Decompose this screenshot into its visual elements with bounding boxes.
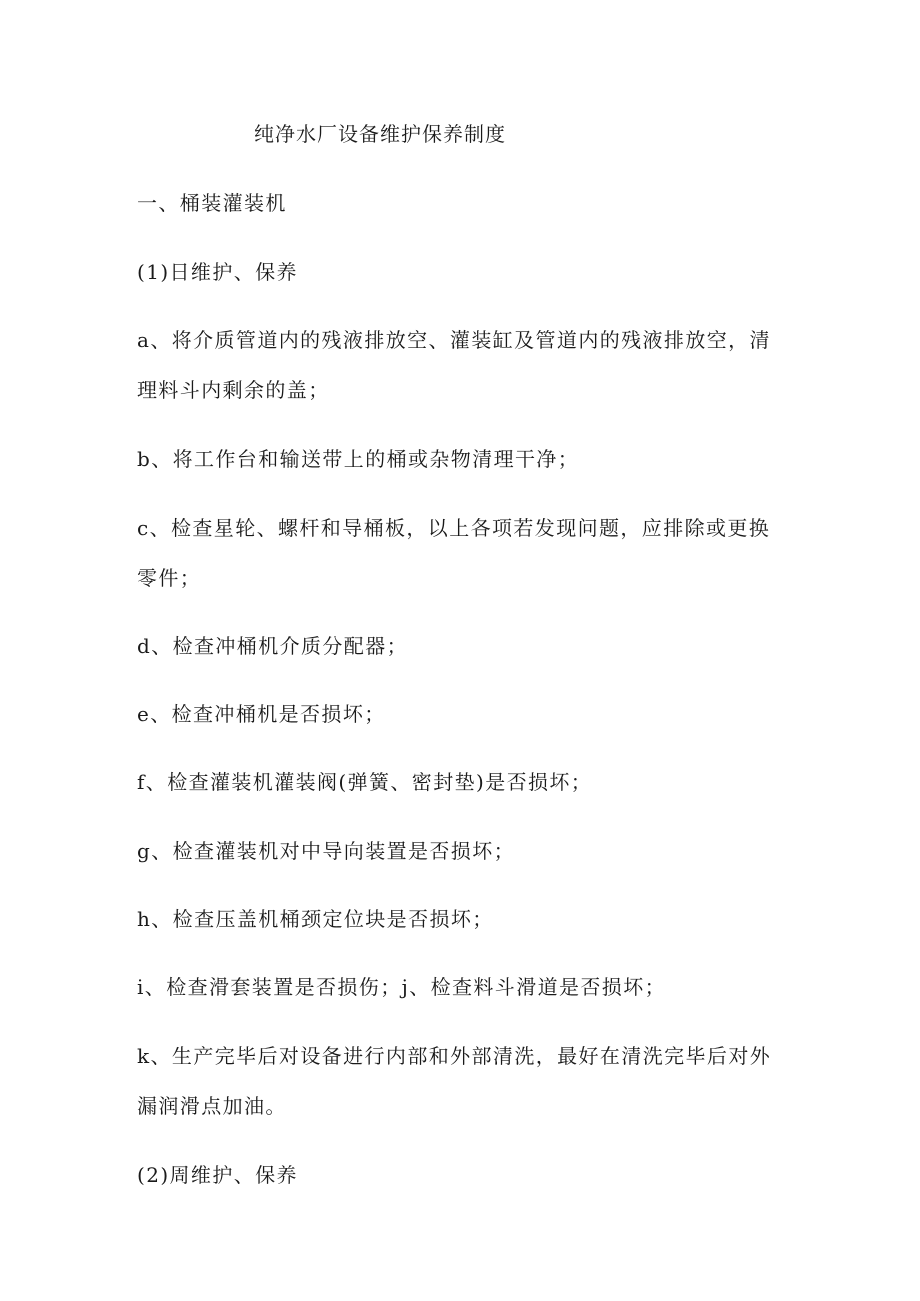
- weekly-maintenance-heading: (2)周维护、保养: [137, 1163, 298, 1187]
- daily-maintenance-heading: (1)日维护、保养: [137, 260, 298, 284]
- item-f: f、检查灌装机灌装阀(弹簧、密封垫)是否损坏；: [137, 770, 593, 794]
- item-a-line-2: 理料斗内剩余的盖；: [137, 378, 330, 402]
- item-h: h、检查压盖机桶颈定位块是否损坏；: [137, 907, 494, 931]
- item-a-line-1: a、将介质管道内的残液排放空、灌装缸及管道内的残液排放空，清: [137, 328, 771, 352]
- item-i-j: i、检查滑套装置是否损伤；j、检查料斗滑道是否损坏；: [137, 975, 666, 999]
- item-b: b、将工作台和输送带上的桶或杂物清理干净；: [137, 447, 580, 471]
- item-c-line-2: 零件；: [137, 566, 202, 590]
- item-e: e、检查冲桶机是否损坏；: [137, 702, 386, 726]
- section-heading: 一、桶装灌装机: [137, 191, 287, 215]
- item-k-line-2: 漏润滑点加油。: [137, 1094, 287, 1118]
- item-k-line-1: k、生产完毕后对设备进行内部和外部清洗，最好在清洗完毕后对外: [137, 1044, 772, 1068]
- item-g: g、检查灌装机对中导向装置是否损坏；: [137, 839, 516, 863]
- item-d: d、检查冲桶机介质分配器；: [137, 634, 409, 658]
- item-c-line-1: c、检查星轮、螺杆和导桶板，以上各项若发现问题，应排除或更换: [137, 516, 771, 540]
- document-title: 纯净水厂设备维护保养制度: [254, 122, 506, 146]
